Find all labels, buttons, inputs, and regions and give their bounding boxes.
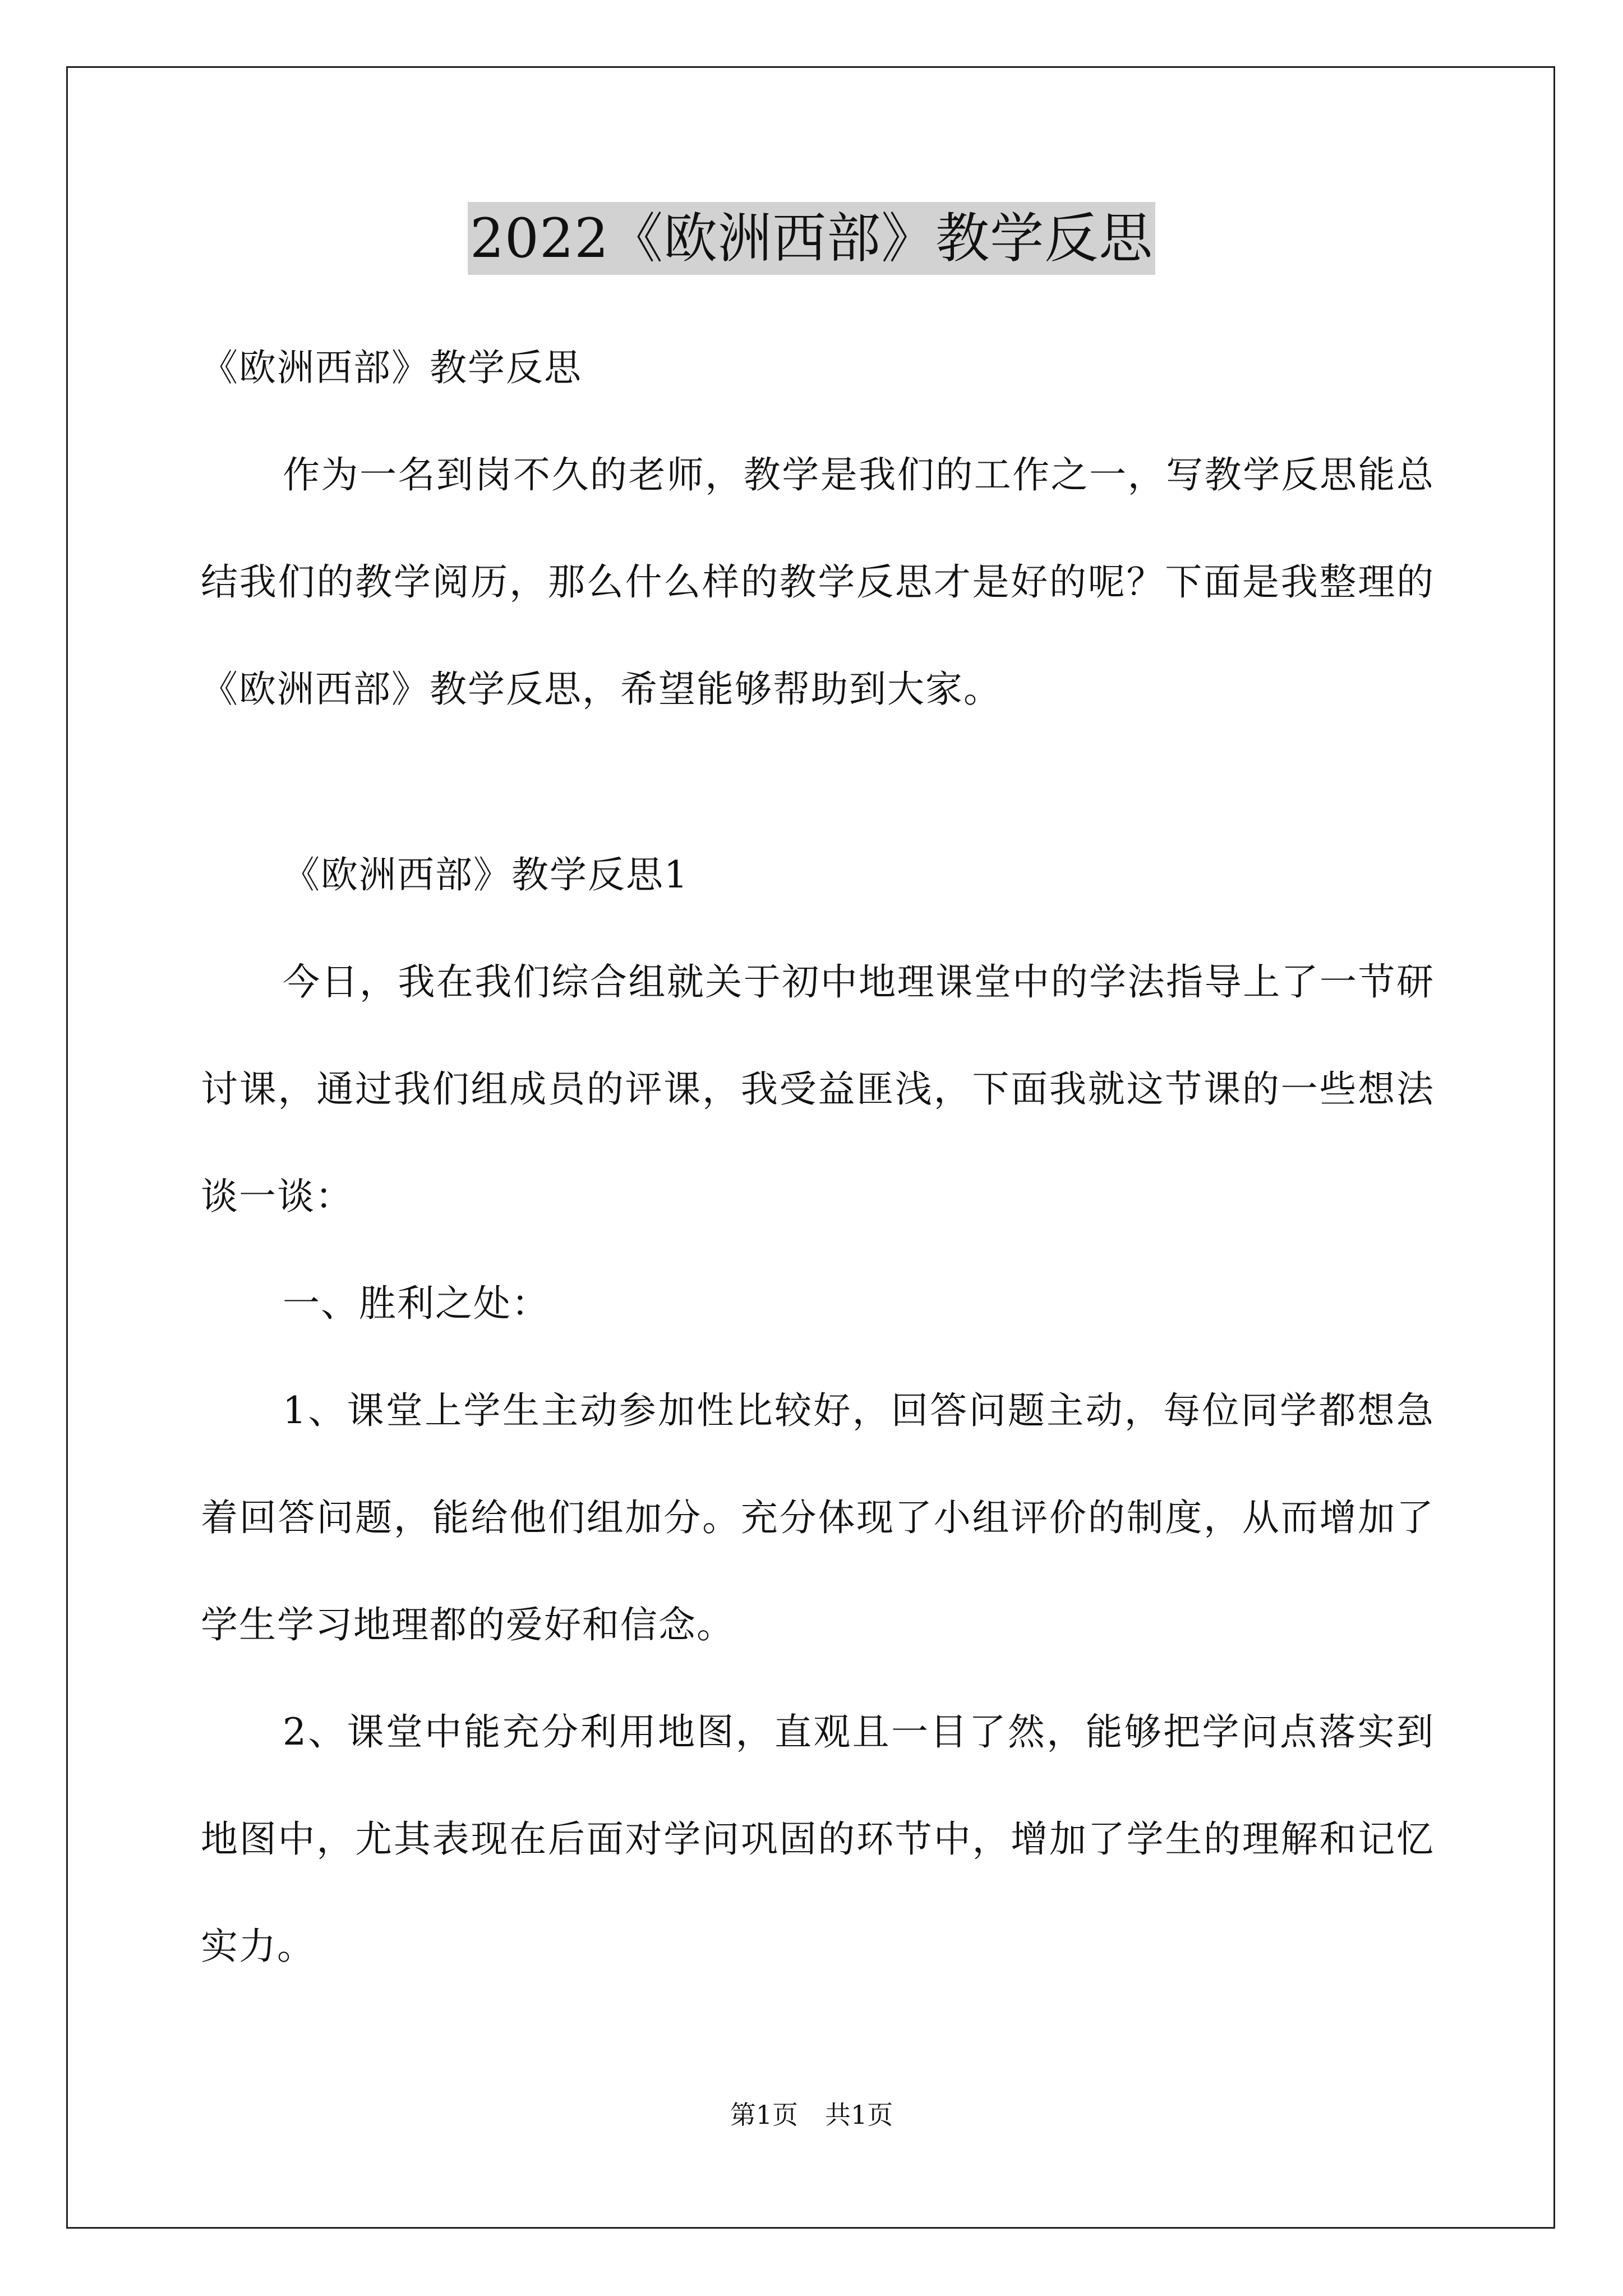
body-paragraph: 今日，我在我们综合组就关于初中地理课堂中的学法指导上了一节研讨课，通过我们组成员的评课，我受益匪浅，下面我就这节课的一些想法谈一谈：: [201, 960, 1435, 1218]
document-body: [201, 314, 1435, 2000]
page-total: 共1页: [825, 2100, 893, 2130]
subsection-heading: 一、胜利之处：: [283, 1282, 550, 1325]
document-title: 2022《欧洲西部》教学反思: [468, 202, 1155, 275]
title-container: [0, 202, 1623, 275]
list-item: 2、课堂中能充分利用地图，直观且一目了然，能够把学问点落实到地图中，尤其表现在后面对学问巩固的环节中，增加了学生的理解和记忆实力。: [201, 1710, 1435, 1968]
list-item: 1、课堂上学生主动参加性比较好，回答问题主动，每位同学都想急着回答问题，能给他们组加分。充分体现了小组评价的制度，从而增加了学生学习地理都的爱好和信念。: [201, 1389, 1435, 1646]
subtitle-paragraph: 《欧洲西部》教学反思: [201, 346, 582, 389]
section-heading: 《欧洲西部》教学反思1: [283, 853, 689, 896]
intro-paragraph: 作为一名到岗不久的老师，教学是我们的工作之一，写教学反思能总结我们的教学阅历，那么什么样的教学反思才是好的呢？下面是我整理的《欧洲西部》教学反思，希望能够帮助到大家。: [201, 453, 1435, 711]
page-footer: [0, 2098, 1623, 2132]
page-number: 第1页: [730, 2100, 798, 2130]
